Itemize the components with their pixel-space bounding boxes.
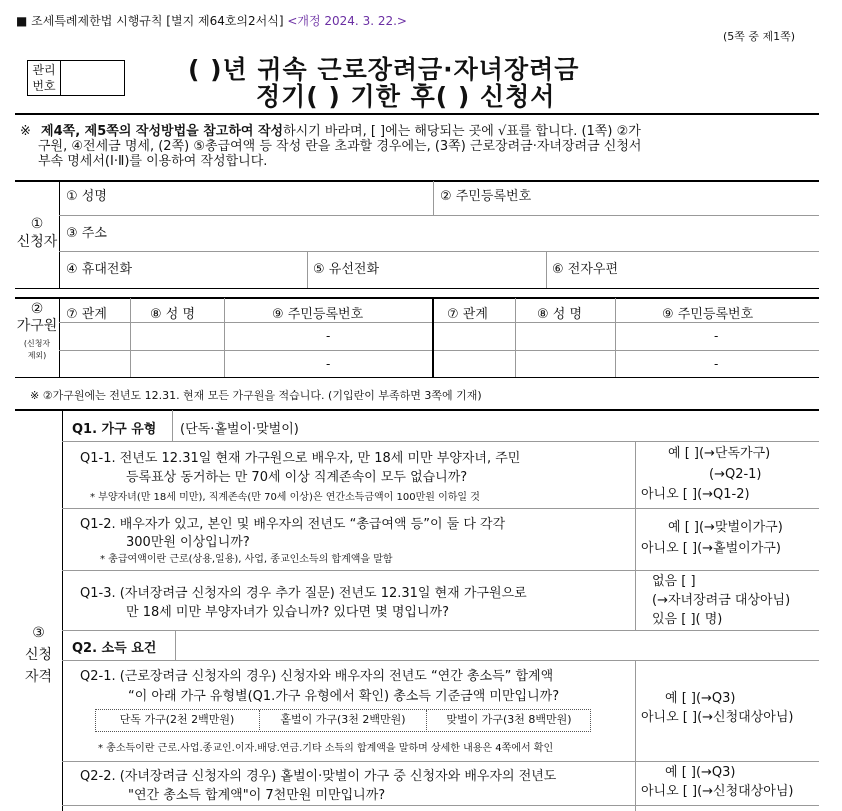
- revision-date: <개정 2024. 3. 22.>: [287, 14, 407, 28]
- q1-2-line1: Q1-2. 배우자가 있고, 본인 및 배우자의 전년도 “총급여액 등”이 둘 다 각각: [80, 517, 506, 532]
- eligibility-label-divider: [62, 410, 63, 811]
- household-bottom-border: [15, 377, 819, 378]
- income-threshold-single: 단독 가구(2천 2백만원): [119, 713, 235, 726]
- header-divider: [15, 113, 819, 115]
- q1-1-answer-yes[interactable]: 예 [ ](→단독가구): [668, 446, 771, 461]
- eligibility-top-border: [15, 409, 819, 411]
- mgmt-label: 관리 번호: [28, 61, 61, 96]
- mgmt-number-field[interactable]: [61, 61, 124, 95]
- eligibility-section-label: ③ 신청 자격: [24, 625, 53, 685]
- household-row-divider: [59, 350, 819, 351]
- household-rrn-dash: -: [326, 329, 331, 343]
- q1-1-bottom: [62, 508, 819, 509]
- applicant-rrn-field[interactable]: [560, 200, 810, 214]
- q1-2-answer-yes[interactable]: 예 [ ](→맞벌이가구): [668, 520, 783, 535]
- income-threshold-dual-earner: 맞벌이 가구(3천 8백만원): [426, 710, 591, 730]
- applicant-col-divider: [433, 181, 434, 215]
- household-center-divider: [432, 298, 434, 377]
- q2-2-line1: Q2-2. (자녀장려금 신청자의 경우) 홑벌이·맞벌이 가구 중 신청자와 배우자의 전년도: [80, 769, 557, 784]
- notice-line1: ※ 제4쪽, 제5쪽의 작성방법을 참고하여 작성하시기 바라며, [ ]에는 해당되는 곳에 √표를 합니다. (1쪽) ②가: [20, 124, 641, 139]
- q1-3-answer-none[interactable]: 없음 [ ]: [652, 574, 696, 589]
- q1-2-line2: 300만원 이상입니까?: [126, 535, 250, 550]
- q1-subheader: (단독·홑벌이·맞벌이): [180, 422, 299, 437]
- applicant-row-divider: [59, 251, 819, 252]
- applicant-rrn-label: ② 주민등록번호: [440, 189, 532, 204]
- income-threshold-table: [95, 709, 591, 732]
- q1-3-line2: 만 18세 미만 부양자녀가 있습니까? 있다면 몇 명입니까?: [126, 605, 449, 620]
- q1-header-bottom: [62, 441, 819, 442]
- q2-2-line2: "연간 총소득 합계액"이 7천만원 미만입니까?: [128, 788, 386, 803]
- applicant-bottom-border: [15, 288, 819, 289]
- applicant-email-label: ⑥ 전자우편: [552, 262, 619, 277]
- household-rrn-dash: -: [714, 329, 719, 343]
- q1-2-answer-no[interactable]: 아니오 [ ](→홑벌이가구): [641, 541, 781, 556]
- household-section-label: ② 가구원 (신청자 제외): [16, 301, 58, 360]
- form-title-line1: ( )년 귀속 근로장려금·자녀장려금: [188, 55, 580, 84]
- q2-1-bottom: [62, 761, 819, 762]
- form-title-line2: 정기( ) 기한 후( ) 신청서: [256, 82, 556, 111]
- household-col-divider: [130, 298, 131, 377]
- q2-2-answer-yes[interactable]: 예 [ ](→Q3): [665, 765, 736, 780]
- household-header-divider: [59, 322, 819, 323]
- q2-1-line2: “이 아래 가구 유형별(Q1.가구 유형에서 확인) 총소득 기준금액 미만입니까?: [128, 689, 560, 704]
- q2-2-bottom: [62, 805, 819, 806]
- q2-1-answer-no[interactable]: 아니오 [ ](→신청대상아님): [641, 710, 794, 725]
- applicant-mobile-field[interactable]: [150, 270, 300, 286]
- applicant-row-divider: [59, 215, 819, 216]
- q1-3-answer-count[interactable]: 있음 [ ]( 명): [652, 612, 723, 627]
- applicant-landline-label: ⑤ 유선전화: [313, 262, 380, 277]
- form-statute: [16, 12, 407, 29]
- page-indicator: (5쪽 중 제1쪽): [723, 30, 796, 43]
- q1-2-note: * 총급여액이란 근로(상용,일용), 사업, 종교인소득의 합계액을 말함: [100, 554, 393, 565]
- household-col-divider: [224, 298, 225, 377]
- applicant-name-label: ① 성명: [66, 189, 107, 204]
- q2-1-note: * 총소득이란 근로.사업.종교인.이자.배당.연금.기타 소득의 합계액을 말하며 상세한 내용은 4쪽에서 확인: [98, 743, 554, 754]
- applicant-col-divider: [546, 251, 547, 288]
- household-rrn-dash: -: [326, 357, 331, 371]
- applicant-col-divider: [307, 251, 308, 288]
- answer-col-divider: [635, 660, 636, 811]
- household-note: ※ ②가구원에는 전년도 12.31. 현재 모든 가구원을 적습니다. (기입란이 부족하면 3쪽에 기재): [30, 389, 482, 402]
- household-rrn-dash: -: [714, 357, 719, 371]
- applicant-email-field[interactable]: [640, 270, 815, 286]
- applicant-top-border: [15, 180, 819, 182]
- answer-col-divider: [635, 442, 636, 630]
- applicant-address-label: ③ 주소: [66, 226, 107, 241]
- household-top-border: [15, 297, 819, 299]
- q1-1-answer-next: (→Q2-1): [709, 467, 762, 482]
- mgmt-number-box: [27, 60, 125, 96]
- q2-2-answer-no[interactable]: 아니오 [ ](→신청대상아님): [641, 784, 794, 799]
- household-col-name: ⑧ 성 명: [537, 307, 583, 322]
- household-col-divider: [515, 298, 516, 377]
- household-col-rrn: ⑨ 주민등록번호: [272, 307, 364, 322]
- q1-2-bottom: [62, 570, 819, 571]
- household-col-relation: ⑦ 관계: [447, 307, 488, 322]
- q1-header-divider: [172, 410, 173, 441]
- q1-1-answer-no[interactable]: 아니오 [ ](→Q1-2): [641, 487, 750, 502]
- notice-line2: 구원, ④전세금 명세, (2쪽) ⑤총급여액 등 작성 란을 초과할 경우에는, (3쪽) 근로장려금·자녀장려금 신청서: [38, 139, 642, 154]
- household-col-name: ⑧ 성 명: [150, 307, 196, 322]
- household-label-divider: [59, 298, 60, 377]
- q1-1-note: * 부양자녀(만 18세 미만), 직계존속(만 70세 이상)은 연간소득금액이 100만원 이하일 것: [90, 492, 480, 503]
- q1-1-line2: 등록표상 동거하는 만 70세 이상 직계존속이 모두 없습니까?: [126, 470, 468, 485]
- applicant-mobile-label: ④ 휴대전화: [66, 262, 133, 277]
- q2-header-divider: [175, 631, 176, 660]
- applicant-name-field[interactable]: [150, 200, 420, 214]
- q1-header: Q1. 가구 유형: [72, 422, 157, 437]
- q2-header-bottom: [62, 660, 819, 661]
- q2-header: Q2. 소득 요건: [72, 641, 157, 656]
- applicant-address-field[interactable]: [130, 234, 810, 250]
- applicant-section-label: ① 신청자: [16, 216, 58, 250]
- income-threshold-single-earner: 홑벌이 가구(3천 2백만원): [259, 710, 426, 730]
- q2-1-answer-yes[interactable]: 예 [ ](→Q3): [665, 691, 736, 706]
- notice-line3: 부속 명세서(Ⅰ·Ⅱ)를 이용하여 작성합니다.: [38, 154, 268, 169]
- q1-3-line1: Q1-3. (자녀장려금 신청자의 경우 추가 질문) 전년도 12.31일 현재 가구원으로: [80, 586, 527, 601]
- q1-1-line1: Q1-1. 전년도 12.31일 현재 가구원으로 배우자, 만 18세 미만 부양자녀, 주민: [80, 451, 521, 466]
- q2-1-line1: Q2-1. (근로장려금 신청자의 경우) 신청자와 배우자의 전년도 “연간 총소득” 합계액: [80, 669, 554, 684]
- applicant-landline-field[interactable]: [400, 270, 540, 286]
- household-col-divider: [615, 298, 616, 377]
- statute-text: ■ 조세특례제한법 시행규칙 [별지 제64호의2서식]: [16, 14, 288, 28]
- household-col-relation: ⑦ 관계: [66, 307, 107, 322]
- applicant-label-divider: [59, 181, 60, 288]
- q1-3-answer-ineligible: (→자녀장려금 대상아님): [652, 593, 791, 608]
- notice-bold: 제4쪽, 제5쪽의 작성방법을 참고하여 작성: [41, 124, 284, 139]
- household-col-rrn: ⑨ 주민등록번호: [662, 307, 754, 322]
